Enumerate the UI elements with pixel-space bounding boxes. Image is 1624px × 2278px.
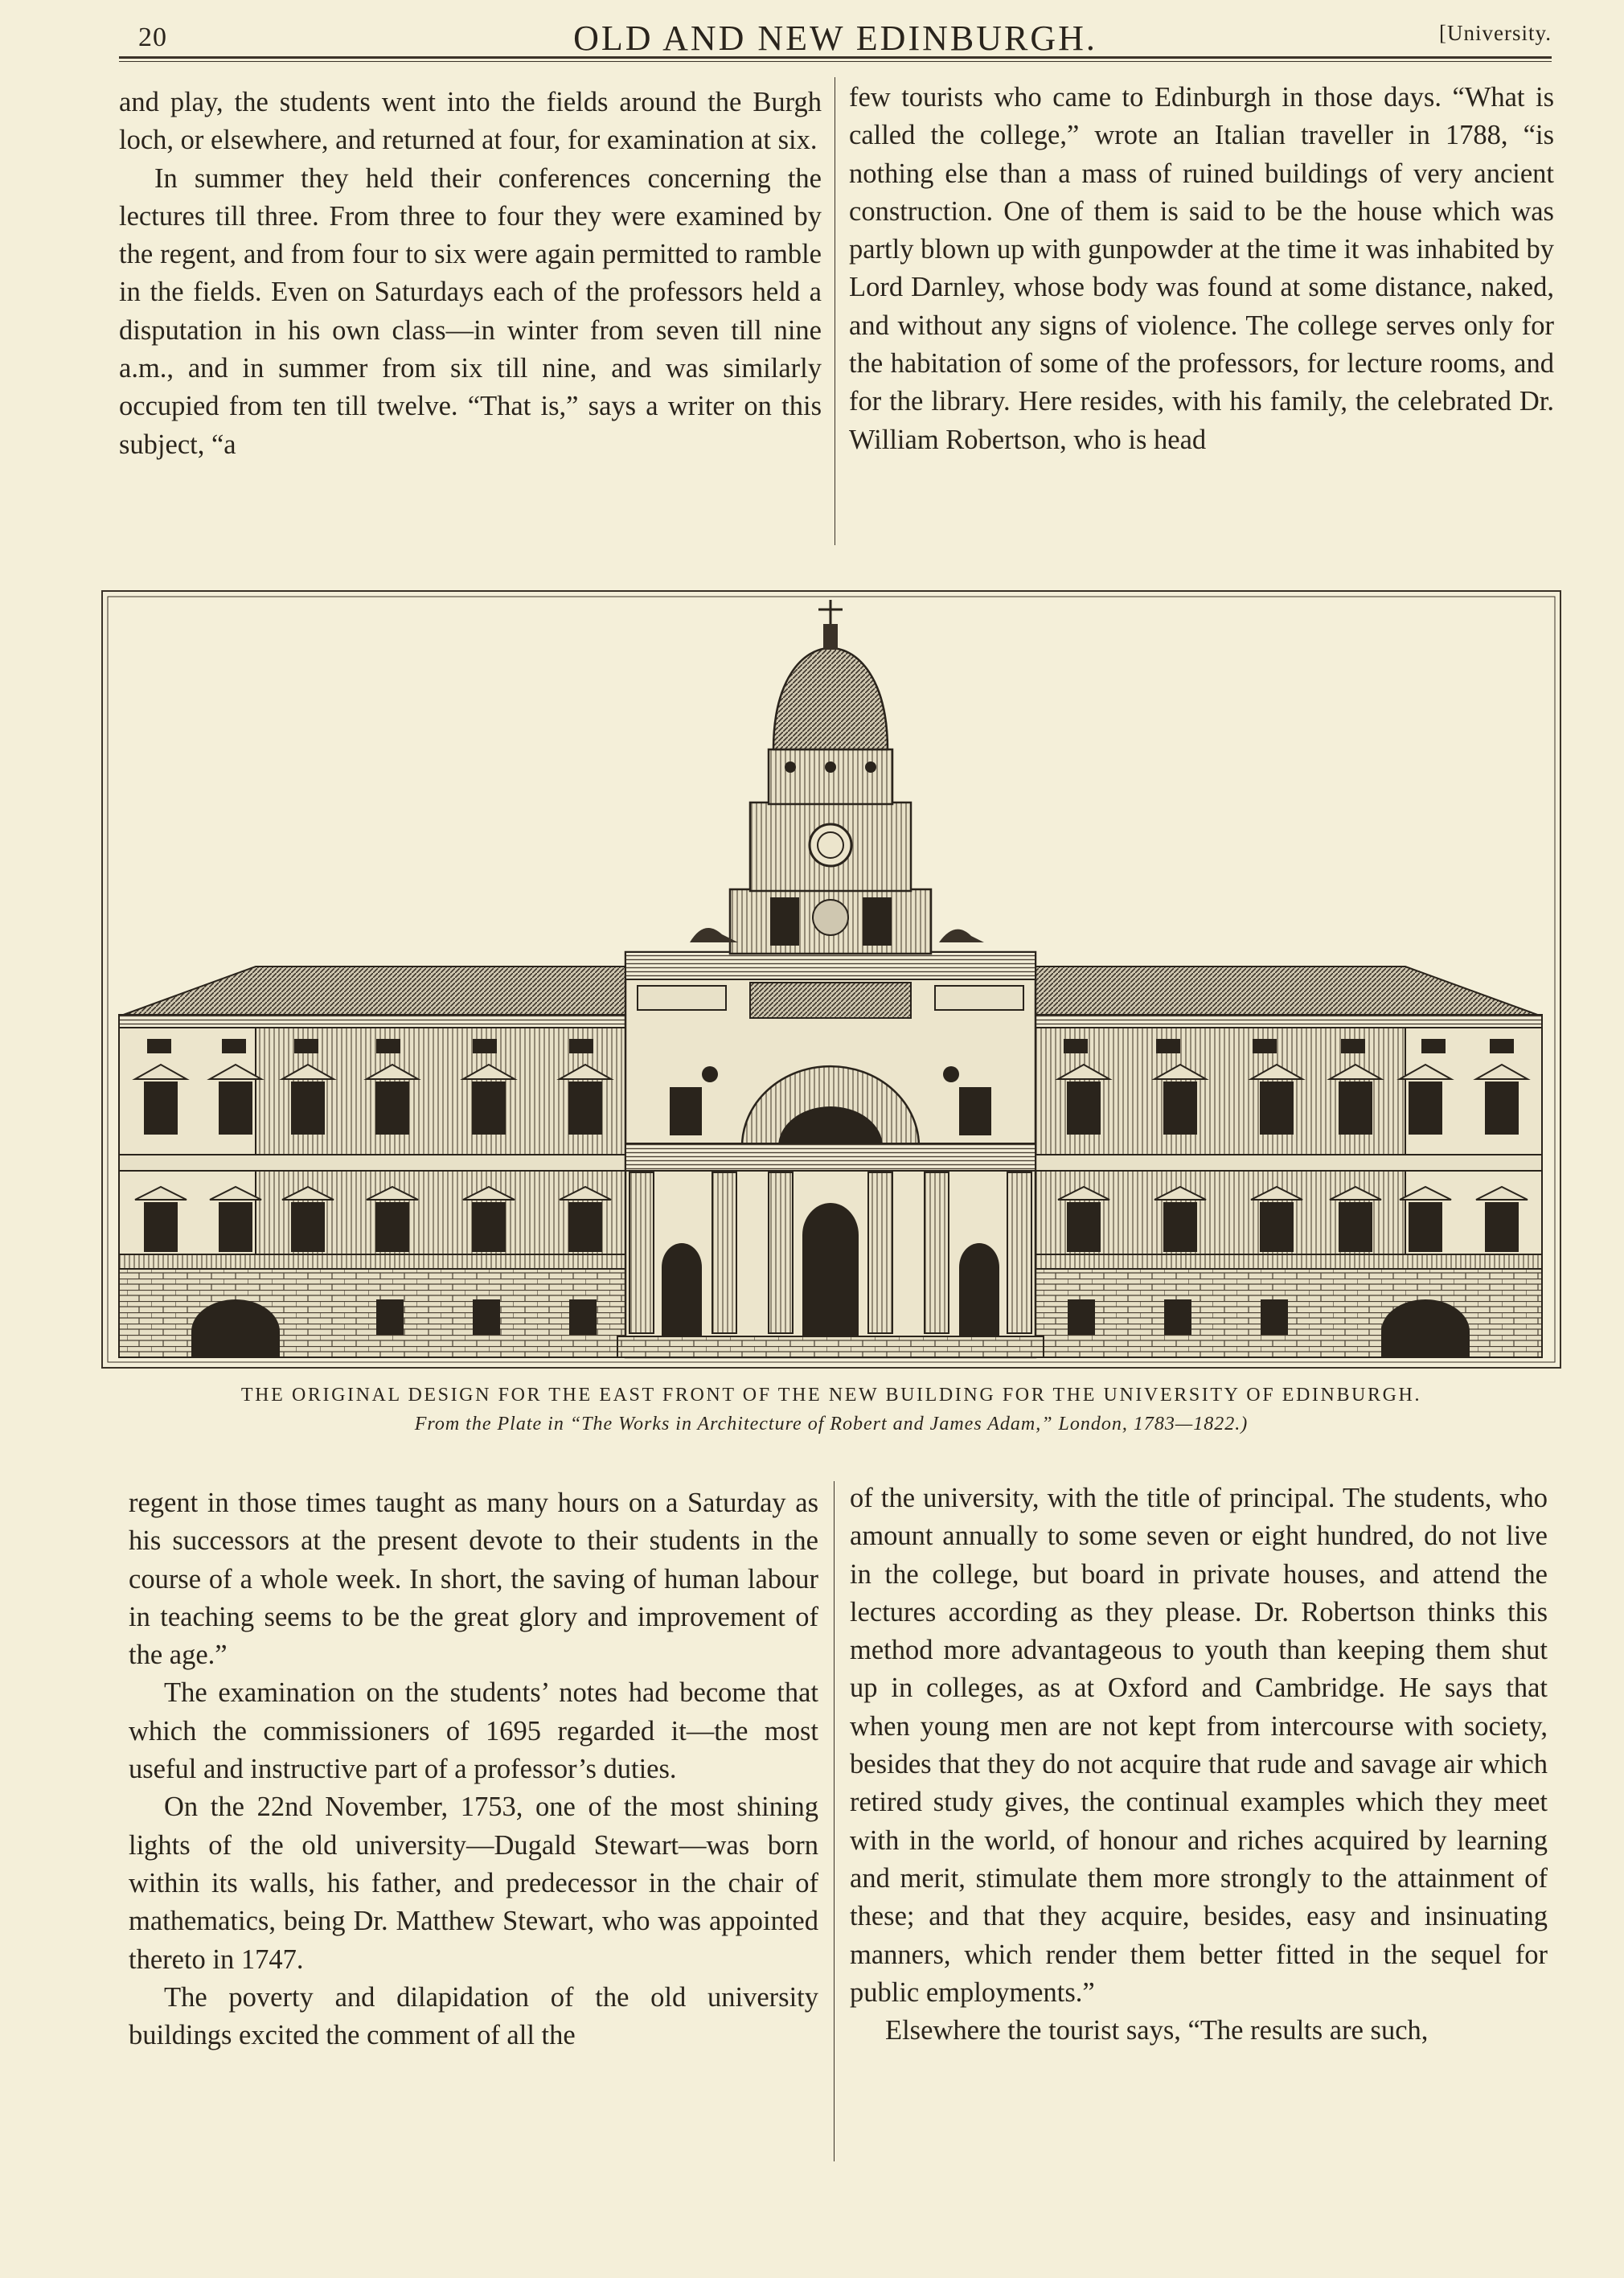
bottom-right-column	[850, 1480, 1548, 2050]
paragraph: regent in those times taught as many hours on a Saturday as his successors at the present devote to their students in the course of a whole week. In short, the saving of human labour in teaching seems to be the great glory and improvement of the age.”	[129, 1488, 818, 1671]
figure-caption: THE ORIGINAL DESIGN FOR THE EAST FRONT OF THE NEW BUILDING FOR THE UNIVERSITY OF EDINBURGH.	[240, 1385, 1422, 1406]
paragraph: The examination on the students’ notes had become that which the commissioners of 1695 regarded it—the most useful and instructive part of a professor’s duties.	[129, 1677, 818, 1785]
book-title: OLD AND NEW EDINBURGH.	[573, 18, 1097, 58]
top-left-column	[119, 84, 822, 464]
figure-credit: From the Plate in “The Works in Architecture of Robert and James Adam,” London, 1783—1822.)	[414, 1414, 1249, 1435]
top-right-column	[849, 79, 1554, 459]
header-rule-thin	[119, 61, 1552, 62]
figure-east-front-engraving	[101, 590, 1561, 1369]
column-divider	[834, 1481, 835, 2161]
paragraph: few tourists who came to Edinburgh in those days. “What is called the college,” wrote an Italian traveller in 1788, “is nothing else than a mass of ruined buildings of very ancient construction. One of them is said to be the house which was partly blown up with gunpowder at the time it was inhabited by Lord Darnley, whose body was found at some distance, naked, and without any signs of violence. The college serves only for the habitation of some of the professors, for lecture rooms, and for the library. Here resides, with his family, the celebrated Dr. William Robertson, who is head	[849, 82, 1554, 455]
paragraph: and play, the students went into the fields around the Burgh loch, or elsewhere, and returned at four, for examination at six.	[119, 87, 822, 156]
running-head	[119, 14, 1552, 60]
paragraph: Elsewhere the tourist says, “The results are such,	[885, 2015, 1429, 2046]
university-building-illustration	[103, 592, 1560, 1367]
paragraph: In summer they held their conferences concerning the lectures till three. From three to four they were examined by the regent, and from four to six were again permitted to ramble in the fields. Even on Saturdays each of the professors held a disputation in his own class—in winter from seven till nine a.m., and in summer from six till nine, and was similarly occupied from ten till twelve. “That is,” says a writer on this subject, “a	[119, 162, 822, 460]
paragraph: On the 22nd November, 1753, one of the most shining lights of the old university—Dugald Stewart—was born within its walls, his father, and predecessor in the chair of mathematics, being Dr. Matthew Stewart, who was appointed thereto in 1747.	[129, 1792, 818, 1975]
header-rule	[119, 56, 1552, 59]
page-number: 20	[138, 23, 167, 52]
section-label: [University.	[1439, 21, 1552, 45]
paragraph: of the university, with the title of principal. The students, who amount annually to some seven or eight hundred, do not live in the college, but board in private houses, and attend the lectures according as they please. Dr. Robertson thinks this method more advantageous to youth than keeping them shut up in colleges, as at Oxford and Cambridge. He says that when young men are not kept from intercourse with society, besides that they do not acquire that rude and savage air which retired study gives, the continual examples which they meet with in the world, of honour and riches acquired by learning and merit, stimulate them more strongly to the attainment of these; and that they acquire, besides, easy and insinuating manners, which render them better fitted in the sequel for public employments.”	[850, 1483, 1548, 2008]
paragraph: The poverty and dilapidation of the old university buildings excited the comment of all the	[129, 1981, 818, 2051]
bottom-left-column	[129, 1484, 818, 2054]
